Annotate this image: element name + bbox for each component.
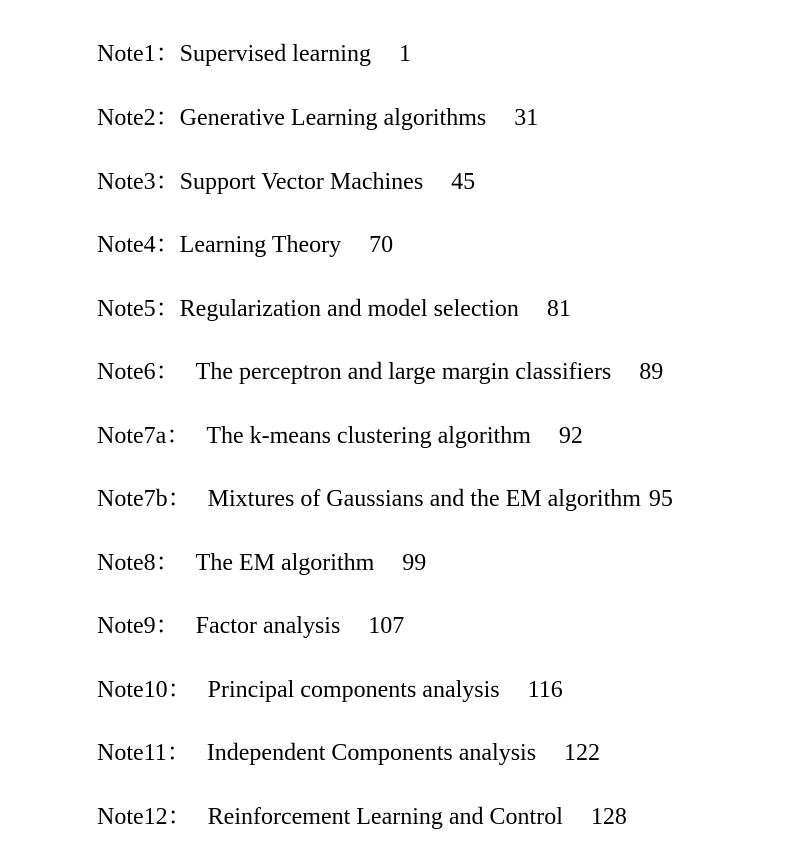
toc-entry-separator: ：: [167, 804, 192, 830]
toc-entry-separator: ：: [167, 677, 192, 703]
toc-entry-page: 95: [648, 486, 673, 512]
toc-entry-page: 107: [368, 613, 405, 639]
toc-entry-page: 31: [514, 105, 539, 131]
toc-entry-title: Factor analysis: [195, 613, 341, 639]
toc-entry-page: 81: [546, 296, 571, 322]
toc-entry-note7b: [97, 479, 673, 519]
toc-entry-id: Note10: [97, 677, 168, 703]
toc-entry-title: Principal components analysis: [207, 677, 500, 703]
toc-entry-page: 89: [639, 359, 664, 385]
toc-entry-id: Note12: [97, 804, 168, 830]
toc-entry-separator: ：: [155, 296, 180, 322]
toc-entry-note7a: [97, 416, 583, 456]
toc-entry-separator: ：: [155, 613, 180, 639]
toc-entry-id: Note7b: [97, 486, 168, 512]
toc-entry-note11: [97, 733, 600, 773]
toc-entry-title: The k-means clustering algorithm: [206, 423, 531, 449]
toc-entry-note10: [97, 670, 563, 710]
toc-entry-id: Note5: [97, 296, 156, 322]
toc-entry-title: The perceptron and large margin classifiers: [195, 359, 612, 385]
toc-entry-note5: [97, 289, 571, 329]
toc-entry-title: The EM algorithm: [195, 550, 375, 576]
toc-entry-note8: [97, 543, 426, 583]
toc-entry-separator: ：: [155, 232, 180, 258]
toc-entry-note3: [97, 162, 475, 202]
toc-entry-separator: ：: [155, 169, 180, 195]
toc-entry-id: Note9: [97, 613, 156, 639]
toc-entry-note4: [97, 225, 393, 265]
toc-entry-page: 116: [527, 677, 563, 703]
toc-entry-page: 99: [402, 550, 427, 576]
toc-entry-title: Learning Theory: [179, 232, 342, 258]
toc-entry-page: 122: [564, 740, 601, 766]
toc-entry-title: Supervised learning: [179, 41, 371, 67]
toc-entry-separator: ：: [155, 105, 180, 131]
toc-entry-id: Note2: [97, 105, 156, 131]
toc-entry-separator: ：: [166, 423, 191, 449]
toc-entry-page: 70: [369, 232, 394, 258]
toc-entry-separator: ：: [166, 740, 191, 766]
toc-entry-title: Regularization and model selection: [179, 296, 519, 322]
toc-entry-note12: [97, 797, 627, 837]
toc-entry-separator: ：: [155, 359, 180, 385]
toc-entry-separator: ：: [155, 41, 180, 67]
toc-entry-note6: [97, 352, 663, 392]
toc-entry-page: 1: [398, 41, 411, 67]
toc-entry-id: Note6: [97, 359, 156, 385]
toc-entry-id: Note11: [97, 740, 167, 766]
toc-entry-title: Independent Components analysis: [206, 740, 537, 766]
toc-entry-id: Note7a: [97, 423, 167, 449]
toc-entry-id: Note4: [97, 232, 156, 258]
toc-entry-separator: ：: [167, 486, 192, 512]
toc-entry-id: Note8: [97, 550, 156, 576]
toc-entry-page: 92: [558, 423, 583, 449]
toc-entry-title: Reinforcement Learning and Control: [207, 804, 563, 830]
toc-entry-note1: [97, 34, 411, 74]
toc-entry-note2: [97, 98, 538, 138]
toc-entry-title: Support Vector Machines: [179, 169, 424, 195]
toc-entry-title: Generative Learning algorithms: [179, 105, 487, 131]
toc-entry-title: Mixtures of Gaussians and the EM algorithm: [207, 486, 641, 512]
toc-entry-note9: [97, 606, 404, 646]
toc-entry-page: 128: [590, 804, 627, 830]
toc-entry-id: Note3: [97, 169, 156, 195]
toc-entry-page: 45: [451, 169, 476, 195]
toc-entry-separator: ：: [155, 550, 180, 576]
toc-entry-id: Note1: [97, 41, 156, 67]
